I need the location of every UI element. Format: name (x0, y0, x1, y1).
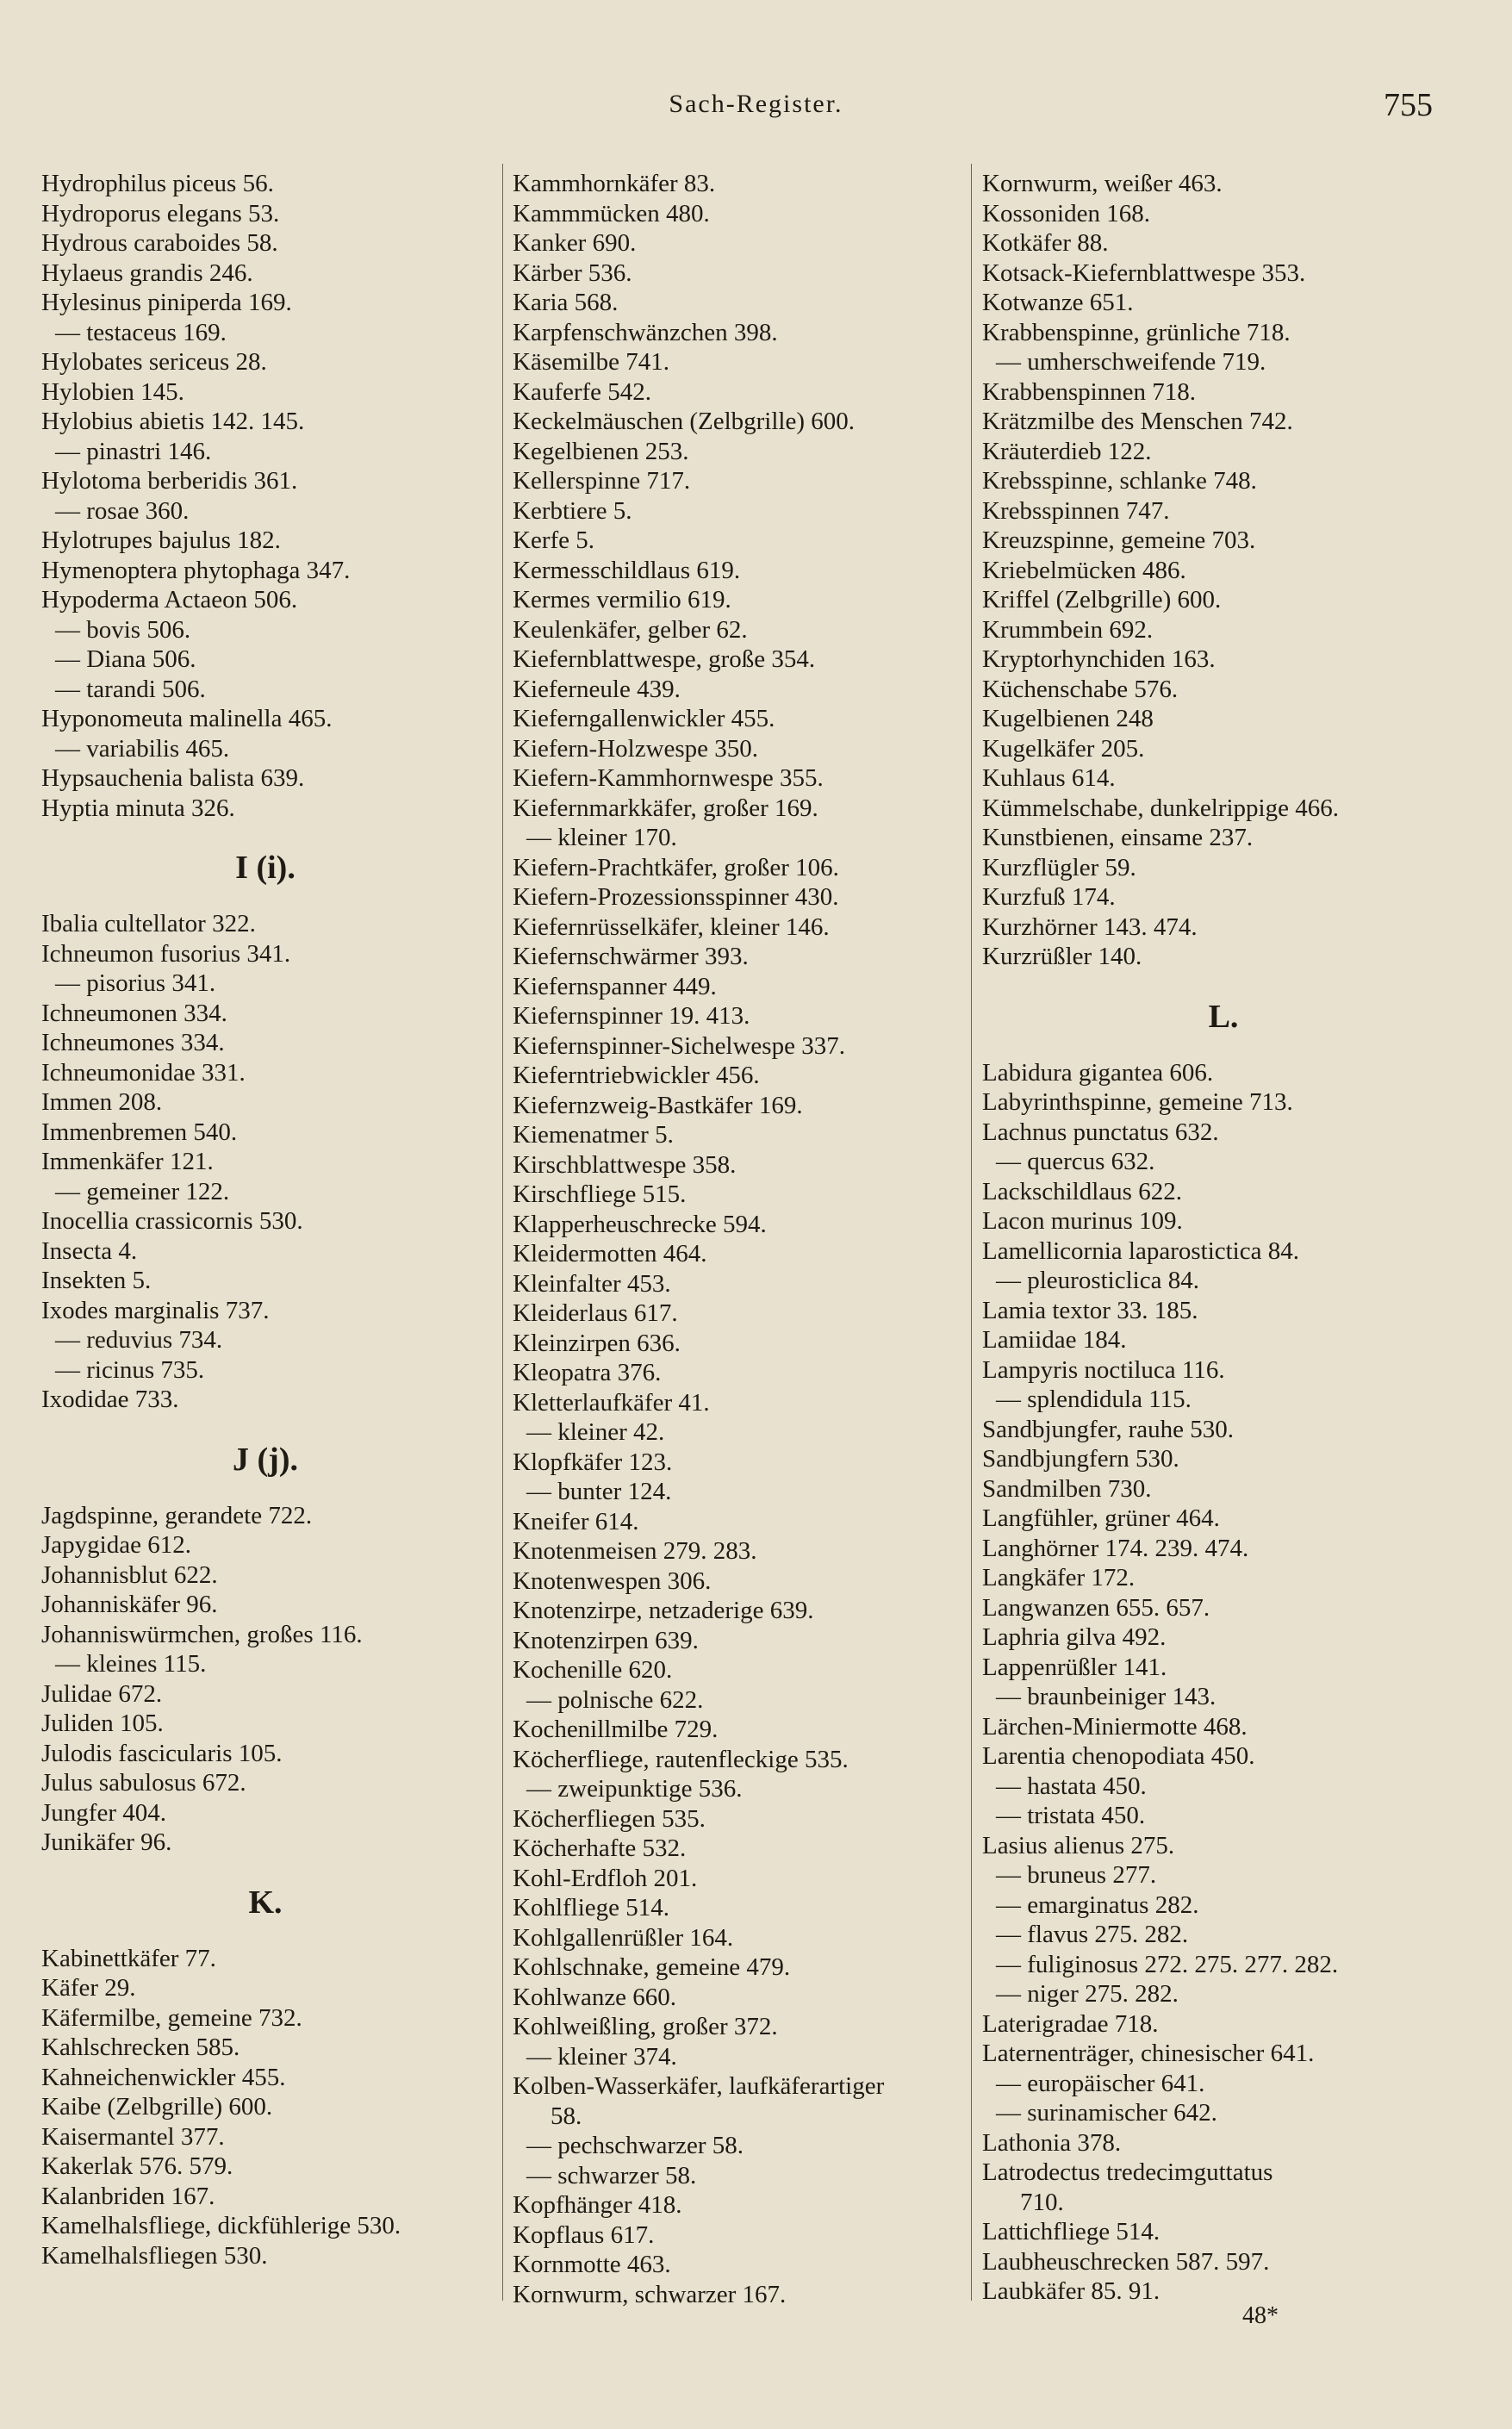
index-entry: Langhörner 174. 239. 474. (982, 1534, 1249, 1562)
index-entry: Kotwanze 651. (982, 289, 1134, 316)
index-entry: Lamellicornia laparostictica 84. (982, 1236, 1299, 1265)
index-entry: — europäischer 641. (996, 2069, 1205, 2097)
index-entry: Juliden 105. (41, 1710, 164, 1737)
index-entry: Krabbenspinnen 718. (982, 377, 1197, 406)
index-entry: Labyrinthspinne, gemeine 713. (982, 1088, 1293, 1116)
index-entry: Kohlweißling, großer 372. (513, 2013, 778, 2040)
index-entry: Köcherhafte 532. (513, 1834, 687, 1862)
index-entry: Kochenille 620. (513, 1656, 673, 1684)
index-entry: Kermes vermilio 619. (513, 586, 731, 613)
index-entry: Kornmotte 463. (513, 2251, 671, 2278)
index-entry: Immenkäfer 121. (41, 1148, 214, 1175)
index-entry: Kolben-Wasserkäfer, laufkäferartiger (513, 2072, 885, 2100)
index-entry: Kaisermantel 377. (41, 2122, 225, 2151)
index-entry: — reduvius 734. (55, 1326, 223, 1354)
index-entry: — variabilis 465. (55, 734, 230, 763)
index-entry: Hydrous caraboides 58. (41, 229, 278, 257)
index-entry: — niger 275. 282. (996, 1980, 1179, 2008)
index-entry: Kärber 536. (513, 258, 632, 287)
index-entry: Laubheuschrecken 587. 597. (982, 2247, 1270, 2276)
index-entry: Hyponomeuta malinella 465. (41, 705, 333, 732)
index-column-2 (513, 169, 969, 2309)
index-entry: Köcherfliegen 535. (513, 1804, 706, 1833)
index-entry: Kriffel (Zelbgrille) 600. (982, 586, 1222, 613)
index-entry: — gemeiner 122. (55, 1177, 230, 1205)
index-entry: Knotenwespen 306. (513, 1566, 712, 1595)
index-entry: Köcherfliege, rautenfleckige 535. (513, 1745, 849, 1773)
index-entry: Knotenmeisen 279. 283. (513, 1537, 757, 1565)
index-entry: Lampyris noctiluca 116. (982, 1355, 1225, 1384)
index-entry: — surinamischer 642. (996, 2099, 1217, 2127)
index-entry: Lachnus punctatus 632. (982, 1118, 1219, 1146)
index-entry: Hypsauchenia balista 639. (41, 764, 305, 792)
index-entry: Lamiidae 184. (982, 1326, 1127, 1354)
index-column-1 (41, 169, 489, 2270)
index-entry: — fuliginosus 272. 275. 277. 282. (996, 1950, 1339, 1978)
index-entry: Kiefern-Kammhornwespe 355. (513, 764, 824, 792)
index-entry: Insekten 5. (41, 1267, 152, 1294)
index-entry: — kleiner 170. (526, 824, 677, 851)
index-entry: Immen 208. (41, 1088, 163, 1116)
index-entry: Ichneumon fusorius 341. (41, 939, 291, 968)
index-entry: Kiefern-Prachtkäfer, großer 106. (513, 853, 839, 881)
index-entry: — splendidula 115. (996, 1386, 1192, 1413)
index-entry: — tristata 450. (996, 1802, 1146, 1829)
index-entry: Kamelhalsfliegen 530. (41, 2241, 268, 2270)
index-entry: Julodis fascicularis 105. (41, 1739, 283, 1767)
index-entry: Kryptorhynchiden 163. (982, 645, 1216, 673)
index-entry: — rosae 360. (55, 496, 190, 525)
index-entry: Lappenrüßler 141. (982, 1653, 1167, 1681)
index-entry: — braunbeiniger 143. (996, 1683, 1216, 1710)
index-entry: Kiefernspinner-Sichelwespe 337. (513, 1031, 845, 1060)
index-entry: Krätzmilbe des Menschen 742. (982, 408, 1293, 435)
index-entry: Ibalia cultellator 322. (41, 910, 256, 937)
index-entry: Johannisblut 622. (41, 1560, 218, 1589)
index-entry: — quercus 632. (996, 1148, 1155, 1175)
index-entry: — flavus 275. 282. (996, 1921, 1189, 1948)
index-entry: — Diana 506. (55, 645, 196, 673)
index-entry: — hastata 450. (996, 1772, 1147, 1800)
index-entry: Kamelhalsfliege, dickfühlerige 530. (41, 2212, 401, 2239)
index-entry: — schwarzer 58. (526, 2161, 697, 2189)
index-entry: Lasius alienus 275. (982, 1831, 1175, 1859)
index-entry: Krebsspinnen 747. (982, 496, 1170, 525)
index-entry: — zweipunktige 536. (526, 1775, 743, 1803)
index-entry: Junikäfer 96. (41, 1828, 172, 1856)
index-entry: Kümmelschabe, dunkelrippige 466. (982, 794, 1339, 822)
index-entry: Langkäfer 172. (982, 1564, 1136, 1591)
index-entry: Hylaeus grandis 246. (41, 258, 253, 287)
index-entry: — tarandi 506. (55, 675, 206, 703)
index-entry: Kurzflügler 59. (982, 853, 1136, 881)
index-entry: Kiefernblattwespe, große 354. (513, 645, 816, 673)
index-entry: 710. (1020, 2188, 1064, 2216)
index-entry: Krummbein 692. (982, 615, 1154, 644)
index-entry: Julidae 672. (41, 1679, 163, 1708)
index-entry: Kneifer 614. (513, 1507, 639, 1535)
index-entry: Hyptia minuta 326. (41, 794, 235, 822)
index-entry: Keckelmäuschen (Zelbgrille) 600. (513, 408, 855, 435)
index-entry: Jagdspinne, gerandete 722. (41, 1501, 313, 1529)
index-entry: Kerfe 5. (513, 526, 595, 554)
index-entry: Kleinzirpen 636. (513, 1329, 681, 1357)
index-entry: Laterigradae 718. (982, 2009, 1159, 2038)
index-entry: Kopfhänger 418. (513, 2191, 682, 2219)
index-entry: Ichneumones 334. (41, 1029, 225, 1056)
index-entry: Kotsack-Kiefernblattwespe 353. (982, 258, 1306, 287)
index-entry: Kermesschildlaus 619. (513, 556, 741, 584)
index-entry: — pechschwarzer 58. (526, 2132, 744, 2159)
index-entry: Laubkäfer 85. 91. (982, 2277, 1160, 2305)
page-title: Sach-Register. (669, 90, 843, 118)
index-entry: Kugelkäfer 205. (982, 734, 1145, 763)
index-entry: Kunstbienen, einsame 237. (982, 824, 1254, 851)
index-entry: Kiefernmarkkäfer, großer 169. (513, 794, 818, 822)
index-entry: Kurzfuß 174. (982, 883, 1116, 911)
index-entry: Kleinfalter 453. (513, 1269, 671, 1298)
index-entry: — kleiner 374. (526, 2042, 677, 2071)
index-entry: Kohlfliege 514. (513, 1894, 670, 1921)
index-entry: Kieferngallenwickler 455. (513, 705, 775, 732)
index-entry: Immenbremen 540. (41, 1118, 238, 1146)
index-entry: Hydroporus elegans 53. (41, 199, 280, 227)
index-column-3 (982, 169, 1465, 2307)
index-entry: Kugelbienen 248 (982, 705, 1154, 732)
index-entry: — polnische 622. (526, 1685, 704, 1714)
column-divider (971, 164, 972, 2301)
index-entry: Sandmilben 730. (982, 1474, 1152, 1503)
index-entry: — bunter 124. (526, 1478, 672, 1505)
index-entry: Insecta 4. (41, 1236, 138, 1265)
index-entry: Hylotrupes bajulus 182. (41, 526, 281, 554)
index-entry: Kohl-Erdfloh 201. (513, 1864, 698, 1892)
index-entry: Kletterlaufkäfer 41. (513, 1388, 710, 1417)
index-entry: Hylesinus piniperda 169. (41, 289, 292, 316)
index-entry: Julus sabulosus 672. (41, 1769, 246, 1797)
index-entry: — pisorius 341. (55, 969, 216, 997)
index-entry: Kiefernrüsselkäfer, kleiner 146. (513, 912, 830, 941)
column-divider (502, 164, 503, 2301)
index-entry: Kalanbriden 167. (41, 2182, 215, 2210)
index-entry: — emarginatus 282. (996, 1890, 1199, 1919)
index-entry: Kahneichenwickler 455. (41, 2063, 286, 2091)
index-entry: Lattichfliege 514. (982, 2218, 1160, 2245)
index-entry: Knotenzirpe, netzaderige 639. (513, 1597, 814, 1624)
index-entry: Kerbtiere 5. (513, 496, 632, 525)
index-entry: Kleiderlaus 617. (513, 1299, 678, 1327)
index-entry: Kiefernschwärmer 393. (513, 943, 749, 970)
index-entry: Hydrophilus piceus 56. (41, 170, 274, 197)
index-entry: Lärchen-Miniermotte 468. (982, 1712, 1248, 1741)
index-entry: Langwanzen 655. 657. (982, 1593, 1210, 1622)
running-head (0, 86, 1512, 129)
index-entry: — ricinus 735. (55, 1355, 205, 1384)
index-entry: Kiefernspinner 19. 413. (513, 1002, 750, 1030)
index-entry: Langfühler, grüner 464. (982, 1504, 1220, 1532)
index-entry: Kammmücken 480. (513, 199, 710, 227)
index-entry: Kopflaus 617. (513, 2220, 655, 2249)
index-entry: Käfermilbe, gemeine 732. (41, 2003, 302, 2032)
index-entry: Kiefern-Prozessionsspinner 430. (513, 883, 839, 911)
index-entry: Kotkäfer 88. (982, 229, 1109, 257)
index-entry: Käfer 29. (41, 1974, 136, 2002)
index-entry: Japygidae 612. (41, 1531, 191, 1559)
index-entry: Klopfkäfer 123. (513, 1448, 673, 1476)
index-entry: Kakerlak 576. 579. (41, 2152, 233, 2180)
index-entry: Kirschblattwespe 358. (513, 1150, 737, 1179)
index-entry: Hylobates sericeus 28. (41, 348, 267, 376)
index-entry: Karpfenschwänzchen 398. (513, 318, 778, 346)
index-entry: Kahlschrecken 585. (41, 2034, 240, 2061)
index-entry: — pinastri 146. (55, 437, 212, 465)
index-entry: Kräuterdieb 122. (982, 437, 1152, 465)
index-entry: Kohlwanze 660. (513, 1983, 677, 2011)
index-entry: Lathonia 378. (982, 2128, 1122, 2157)
index-entry: Kiefernzweig-Bastkäfer 169. (513, 1091, 803, 1119)
index-entry: Lamia textor 33. 185. (982, 1296, 1198, 1324)
index-entry: Laphria gilva 492. (982, 1623, 1167, 1651)
index-entry: — kleiner 42. (526, 1418, 665, 1446)
index-entry: Kurzrüßler 140. (982, 943, 1142, 970)
index-entry: Hylotoma berberidis 361. (41, 467, 298, 495)
index-entry: Kuhlaus 614. (982, 764, 1116, 792)
index-entry: Kohlschnake, gemeine 479. (513, 1953, 791, 1981)
index-entry: Ixodes marginalis 737. (41, 1296, 270, 1324)
index-entry: Küchenschabe 576. (982, 675, 1179, 703)
index-entry: Jungfer 404. (41, 1798, 166, 1827)
index-entry: Kleopatra 376. (513, 1359, 662, 1386)
index-entry: Kabinettkäfer 77. (41, 1944, 216, 1972)
index-entry: Käsemilbe 741. (513, 348, 670, 376)
index-entry: Kieferntriebwickler 456. (513, 1062, 760, 1089)
index-entry: Kriebelmücken 486. (982, 556, 1186, 584)
index-entry: Hypoderma Actaeon 506. (41, 586, 298, 613)
index-entry: Kornwurm, weißer 463. (982, 170, 1223, 197)
index-entry: Kornwurm, schwarzer 167. (513, 2280, 787, 2308)
index-entry: Lacon murinus 109. (982, 1207, 1183, 1235)
index-entry: Sandbjungfer, rauhe 530. (982, 1415, 1234, 1443)
index-entry: Kiefernspanner 449. (513, 972, 717, 1000)
index-entry: Johanniswürmchen, großes 116. (41, 1620, 363, 1648)
index-entry: — testaceus 169. (55, 318, 227, 346)
index-entry: Kanker 690. (513, 229, 637, 257)
section-letter: K. (248, 1884, 283, 1921)
index-entry: Krebsspinne, schlanke 748. (982, 467, 1257, 495)
index-entry: Ixodidae 733. (41, 1386, 179, 1413)
index-entry: Hymenoptera phytophaga 347. (41, 556, 351, 584)
index-entry: Kiemenatmer 5. (513, 1121, 674, 1149)
section-letter: L. (1208, 998, 1239, 1035)
index-entry: Kiefern-Holzwespe 350. (513, 734, 759, 763)
index-entry: Latrodectus tredecimguttatus (982, 2158, 1273, 2186)
index-entry: Kohlgallenrüßler 164. (513, 1923, 734, 1952)
index-entry: — bovis 506. (55, 615, 191, 644)
index-entry: — bruneus 277. (996, 1861, 1157, 1889)
index-entry: Sandbjungfern 530. (982, 1445, 1179, 1473)
index-entry: Kirschfliege 515. (513, 1180, 687, 1208)
index-entry: Keulenkäfer, gelber 62. (513, 615, 748, 644)
index-entry: Kochenillmilbe 729. (513, 1716, 719, 1743)
index-entry: Kurzhörner 143. 474. (982, 912, 1198, 941)
index-entry: Krabbenspinne, grünliche 718. (982, 318, 1291, 346)
index-entry: — umherschweifende 719. (996, 348, 1266, 376)
index-entry: Karia 568. (513, 289, 619, 316)
index-entry: — kleines 115. (55, 1650, 207, 1678)
section-letter: I (i). (235, 850, 296, 886)
index-entry: Inocellia crassicornis 530. (41, 1207, 303, 1235)
index-entry: Lackschildlaus 622. (982, 1177, 1182, 1205)
index-entry: — pleurosticlica 84. (996, 1267, 1199, 1294)
index-entry: Kossoniden 168. (982, 199, 1150, 227)
index-entry: Ichneumonen 334. (41, 999, 227, 1027)
signature-mark: 48* (1242, 2302, 1279, 2329)
index-entry: Kegelbienen 253. (513, 437, 689, 465)
index-entry: Kieferneule 439. (513, 675, 681, 703)
index-entry: Klapperheuschrecke 594. (513, 1210, 767, 1238)
index-entry: Kleidermotten 464. (513, 1240, 707, 1267)
index-entry: Hylobius abietis 142. 145. (41, 408, 305, 435)
index-entry: Kaibe (Zelbgrille) 600. (41, 2093, 273, 2121)
page-number: 755 (1384, 87, 1433, 123)
index-entry: 58. (551, 2102, 582, 2130)
index-entry: Laternenträger, chinesischer 641. (982, 2040, 1315, 2067)
index-entry: Hylobien 145. (41, 377, 184, 406)
index-entry: Larentia chenopodiata 450. (982, 1742, 1255, 1770)
index-entry: Kreuzspinne, gemeine 703. (982, 526, 1256, 554)
index-entry: Johanniskäfer 96. (41, 1591, 218, 1618)
index-entry: Labidura gigantea 606. (982, 1058, 1214, 1087)
section-letter: J (j). (233, 1441, 298, 1478)
index-entry: Kammhornkäfer 83. (513, 170, 716, 197)
index-entry: Knotenzirpen 639. (513, 1626, 699, 1654)
index-entry: Kauferfe 542. (513, 377, 652, 406)
index-entry: Ichneumonidae 331. (41, 1058, 246, 1087)
index-entry: Kellerspinne 717. (513, 467, 691, 495)
